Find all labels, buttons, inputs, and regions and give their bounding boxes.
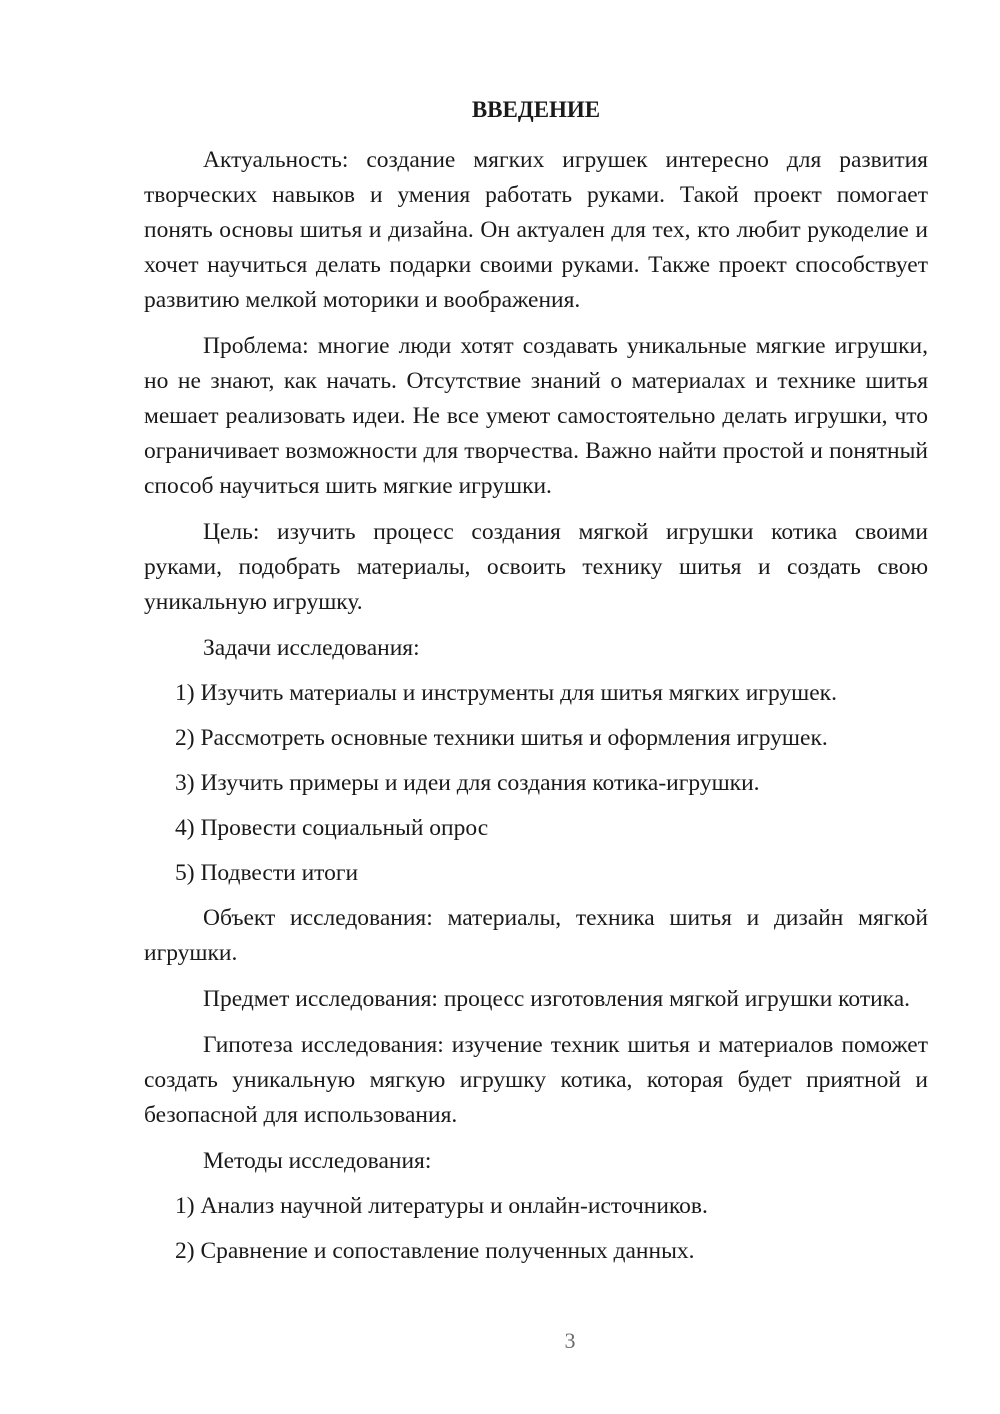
methods-list: [144, 1189, 928, 1269]
goal-paragraph: Цель: изучить процесс создания мягкой игрушки котика своими руками, подобрать материалы, освоить технику шитья и создать свою уникальную игрушку.: [144, 519, 928, 615]
section-title: ВВЕДЕНИЕ: [471, 97, 601, 122]
page-content: [144, 92, 928, 1279]
page-number: [70, 1328, 1000, 1354]
list-item: 4) Провести социальный опрос: [175, 815, 489, 841]
list-item: 2) Сравнение и сопоставление полученных данных.: [175, 1238, 695, 1264]
tasks-heading: Задачи исследования:: [203, 635, 420, 661]
list-item: 5) Подвести итоги: [175, 860, 359, 886]
relevance-paragraph: Актуальность: создание мягких игрушек интересно для развития творческих навыков и умения работать руками. Такой проект помогает понять основы шитья и дизайна. Он актуален для тех, кто любит рукоделие и хочет научиться делать подарки своими руками. Также проект способствует развитию мелкой моторики и воображения.: [144, 147, 928, 313]
object-paragraph: Объект исследования: материалы, техника шитья и дизайн мягкой игрушки.: [144, 905, 928, 966]
list-item: 3) Изучить примеры и идеи для создания котика-игрушки.: [175, 770, 760, 796]
problem-paragraph: Проблема: многие люди хотят создавать уникальные мягкие игрушки, но не знают, как начать. Отсутствие знаний о материалах и технике шитья мешает реализовать идеи. Не все умеют самостоятельно делать игрушки, что ограничивает возможности для творчества. Важно найти простой и понятный способ научиться шить мягкие игрушки.: [144, 333, 928, 499]
list-item: 1) Изучить материалы и инструменты для шитья мягких игрушек.: [175, 680, 837, 706]
methods-heading: Методы исследования:: [203, 1148, 432, 1174]
hypothesis-paragraph: Гипотеза исследования: изучение техник шитья и материалов поможет создать уникальную мягкую игрушку котика, которая будет приятной и безопасной для использования.: [144, 1032, 928, 1128]
subject-paragraph: Предмет исследования: процесс изготовления мягкой игрушки котика.: [203, 986, 911, 1012]
page-number-text: 3: [564, 1328, 576, 1353]
list-item: 1) Анализ научной литературы и онлайн-источников.: [175, 1193, 708, 1219]
list-item: 2) Рассмотреть основные техники шитья и оформления игрушек.: [175, 725, 828, 751]
tasks-list: [144, 676, 928, 891]
